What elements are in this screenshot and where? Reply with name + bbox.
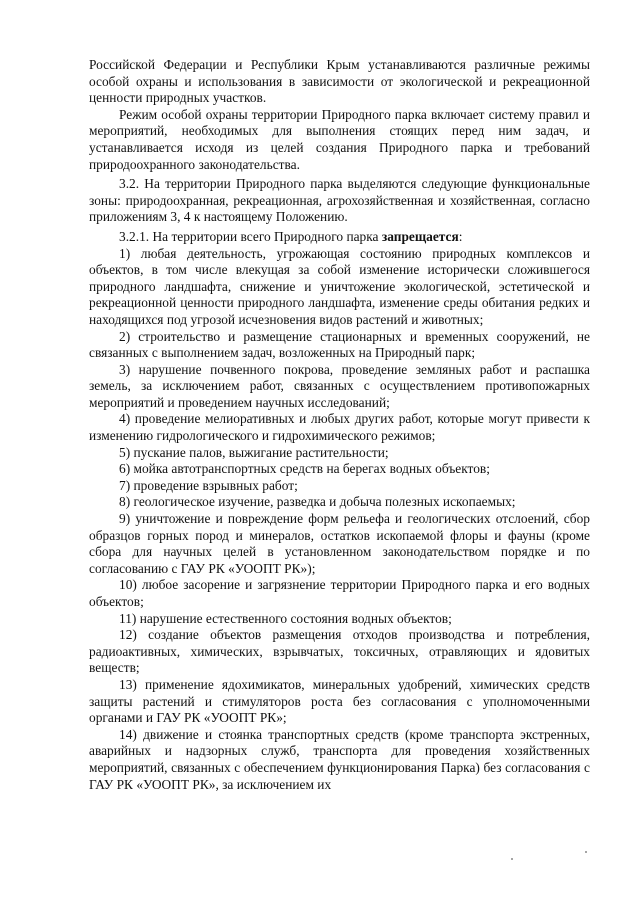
list-item-5: 5) пускание палов, выжигание растительности; (119, 444, 389, 460)
list-item-4: 4) проведение мелиоративных и любых других работ, которые могут привести к изменению гидрологического и гидрохимического режимов; (89, 411, 590, 444)
list-item-7: 7) проведение взрывных работ; (119, 477, 298, 493)
list-item-2: 2) строительство и размещение стационарных и временных сооружений, не связанных с выполнением задач, возложенных на Природный парк; (89, 328, 590, 361)
list-item-12: 12) создание объектов размещения отходов производства и потребления, радиоактивных, химических, взрывчатых, токсичных, отравляющих и ядовитых веществ; (89, 627, 590, 676)
list-item-11: 11) нарушение естественного состояния водных объектов; (119, 610, 452, 626)
paragraph-regime: Режим особой охраны территории Природного парка включает систему правил и мероприятий, необходимых для выполнения стоящих перед ним задач, и устанавливается исходя из целей создания Природного парка и требований природоохранного законодательства. (89, 106, 590, 172)
clause-3-2-1-lead: 3.2.1. На территории всего Природного парка (119, 228, 382, 244)
clause-3-2: 3.2. На территории Природного парка выделяются следующие функциональные зоны: природоохранная, рекреационная, агрохозяйственная и хозяйственная, согласно приложениям 3, 4 к настоящему Положению. (89, 176, 590, 225)
clause-3-2-1 (89, 229, 590, 246)
clause-3-2-1-suffix: : (458, 228, 463, 244)
paragraph-continuation: Российской Федерации и Республики Крым устанавливаются различные режимы особой охраны и использования в зависимости от экологической и рекреационной ценности природных участков. (89, 57, 590, 106)
list-item-9: 9) уничтожение и повреждение форм рельефа и геологических отслоений, сбор образцов горных пород и минералов, остатков ископаемой флоры и фауны (кроме сбора для научных целей в установленном законодательством порядке и по согласованию с ГАУ РК «УООПТ РК»); (89, 511, 590, 576)
list-item-6: 6) мойка автотранспортных средств на берегах водных объектов; (119, 461, 490, 477)
list-item-1: 1) любая деятельность, угрожающая состоянию природных комплексов и объектов, в том числе влекущая за собой изменение исторически сложившегося природного ландшафта, снижение и уничтожение экологической, эстетической и рекреационной ценности природного ландшафта, изменение среды обитания редких и находящихся под угрозой исчезновения видов растений и животных; (89, 245, 590, 327)
document-page (89, 57, 590, 793)
list-item-3: 3) нарушение почвенного покрова, проведение земляных работ и распашка земель, за исключением работ, связанных с осуществлением противопожарных мероприятий и проведением научных исследований; (89, 361, 590, 410)
list-item-14: 14) движение и стоянка транспортных средств (кроме транспорта экстренных, аварийных и надзорных служб, транспорта для проведения хозяйственных мероприятий, связанных с обеспечением функционирования Парка) без согласования с ГАУ РК «УООПТ РК», за исключением их (89, 726, 590, 792)
scan-dot (511, 858, 513, 860)
clause-3-2-1-emphasis: запрещается (381, 228, 459, 244)
list-item-8: 8) геологическое изучение, разведка и добыча полезных ископаемых; (119, 494, 516, 510)
list-item-13: 13) применение ядохимикатов, минеральных удобрений, химических средств защиты растений и стимуляторов роста без согласования с уполномоченными органами и ГАУ РК «УООПТ РК»; (89, 676, 590, 726)
scan-dot (585, 851, 587, 853)
list-item-10: 10) любое засорение и загрязнение территории Природного парка и его водных объектов; (89, 577, 590, 609)
